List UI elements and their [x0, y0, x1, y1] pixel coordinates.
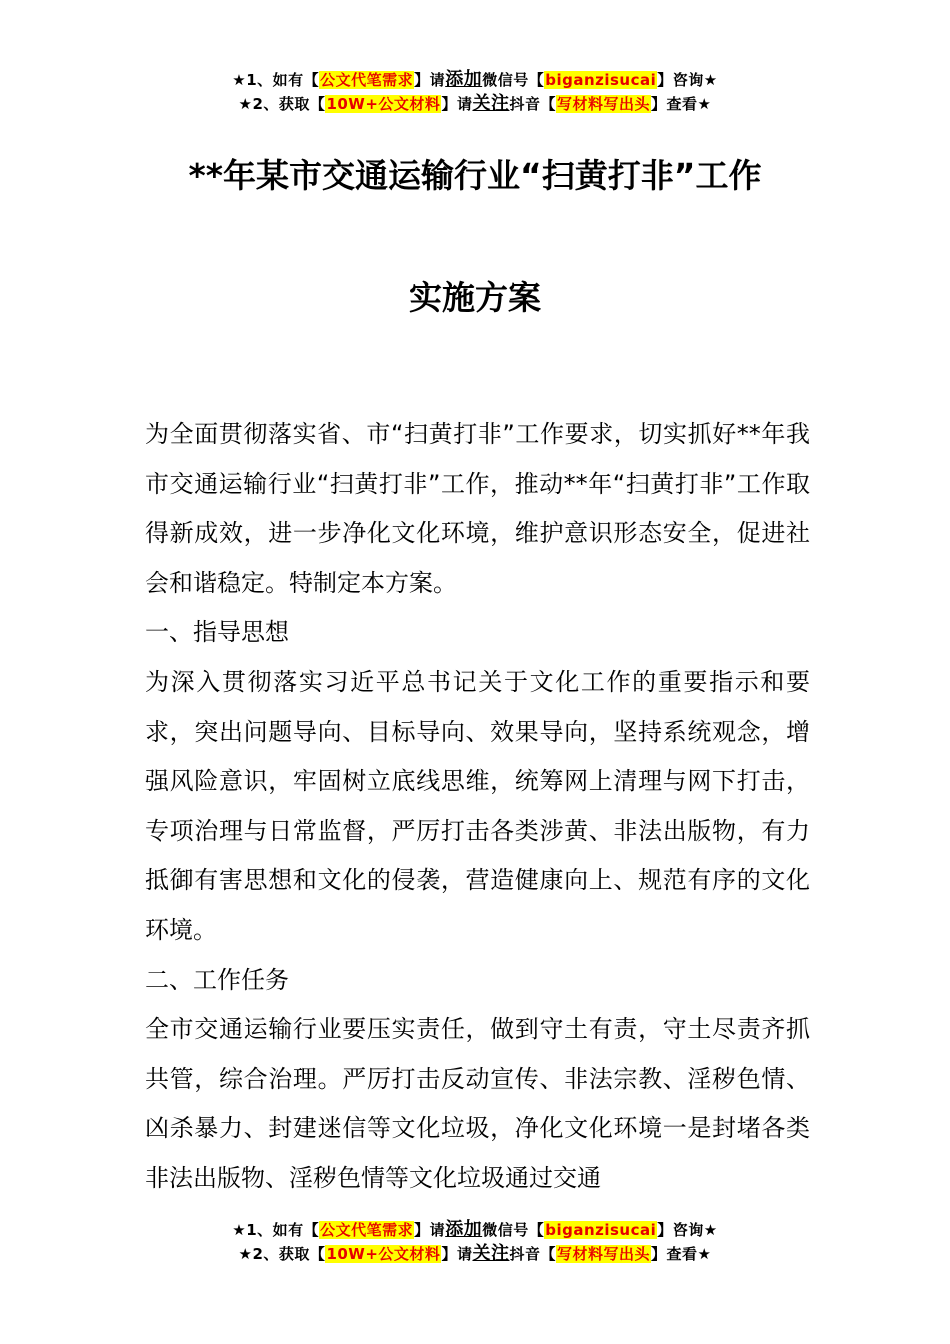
- douyin-id-highlight: 写材料写出头: [556, 95, 650, 113]
- douyin-id-highlight: 写材料写出头: [556, 1245, 650, 1263]
- footer-banner: [0, 1218, 950, 1266]
- banner-emphasis: 添加: [445, 69, 483, 90]
- banner-text: 微信号【: [482, 71, 545, 89]
- banner-line-2: [0, 92, 950, 116]
- document-title-line-1: **年某市交通运输行业“扫黄打非”工作: [188, 156, 762, 195]
- banner-text: ★2、获取【: [238, 95, 326, 113]
- banner-line-2: [0, 1242, 950, 1266]
- banner-text: 】查看★: [650, 95, 712, 113]
- banner-text: 】请: [414, 1221, 446, 1239]
- banner-text: ★1、如有【: [232, 1221, 320, 1239]
- banner-text: 抖音【: [509, 1245, 556, 1263]
- intro-paragraph: 为全面贯彻落实省、市“扫黄打非”工作要求，切实抓好**年我市交通运输行业“扫黄打非”工作，推动**年“扫黄打非”工作取得新成效，进一步净化文化环境，维护意识形态安全，促进社会和谐稳定。特制定本方案。: [145, 420, 810, 597]
- banner-text: ★1、如有【: [232, 71, 320, 89]
- banner-text: 】咨询★: [657, 71, 718, 89]
- banner-text: ★2、获取【: [238, 1245, 326, 1263]
- banner-line-1: [0, 1218, 950, 1242]
- banner-text: 微信号【: [482, 1221, 545, 1239]
- document-title-line-2: 实施方案: [409, 278, 541, 317]
- document-body: [145, 410, 810, 1204]
- section-heading-work-tasks: 二、工作任务: [145, 965, 289, 994]
- section-heading-guiding-thought: 一、指导思想: [145, 618, 289, 647]
- banner-highlight: 公文代笔需求: [320, 71, 414, 89]
- banner-text: 抖音【: [509, 95, 556, 113]
- banner-text: 】查看★: [650, 1245, 712, 1263]
- wechat-id-highlight: biganzisucai: [545, 1221, 657, 1239]
- banner-highlight: 10W+公文材料: [326, 95, 441, 113]
- guiding-thought-paragraph: 为深入贯彻落实习近平总书记关于文化工作的重要指示和要求，突出问题导向、目标导向、效果导向，坚持系统观念，增强风险意识，牢固树立底线思维，统筹网上清理与网下打击，专项治理与日常监督，严厉打击各类涉黄、非法出版物，有力抵御有害思想和文化的侵袭，营造健康向上、规范有序的文化环境。: [145, 667, 810, 944]
- banner-line-1: [0, 68, 950, 92]
- banner-text: 】请: [441, 95, 473, 113]
- banner-emphasis: 添加: [445, 1219, 483, 1240]
- wechat-id-highlight: biganzisucai: [545, 71, 657, 89]
- banner-highlight: 公文代笔需求: [320, 1221, 414, 1239]
- banner-highlight: 10W+公文材料: [326, 1245, 441, 1263]
- banner-emphasis: 关注: [472, 93, 510, 114]
- banner-emphasis: 关注: [472, 1243, 510, 1264]
- banner-text: 】请: [414, 71, 446, 89]
- work-tasks-paragraph: 全市交通运输行业要压实责任，做到守土有责，守土尽责齐抓共管，综合治理。严厉打击反动宣传、非法宗教、淫秽色情、凶杀暴力、封建迷信等文化垃圾，净化文化环境一是封堵各类非法出版物、淫秽色情等文化垃圾通过交通: [145, 1015, 810, 1192]
- banner-text: 】请: [441, 1245, 473, 1263]
- header-banner: [0, 68, 950, 116]
- banner-text: 】咨询★: [657, 1221, 718, 1239]
